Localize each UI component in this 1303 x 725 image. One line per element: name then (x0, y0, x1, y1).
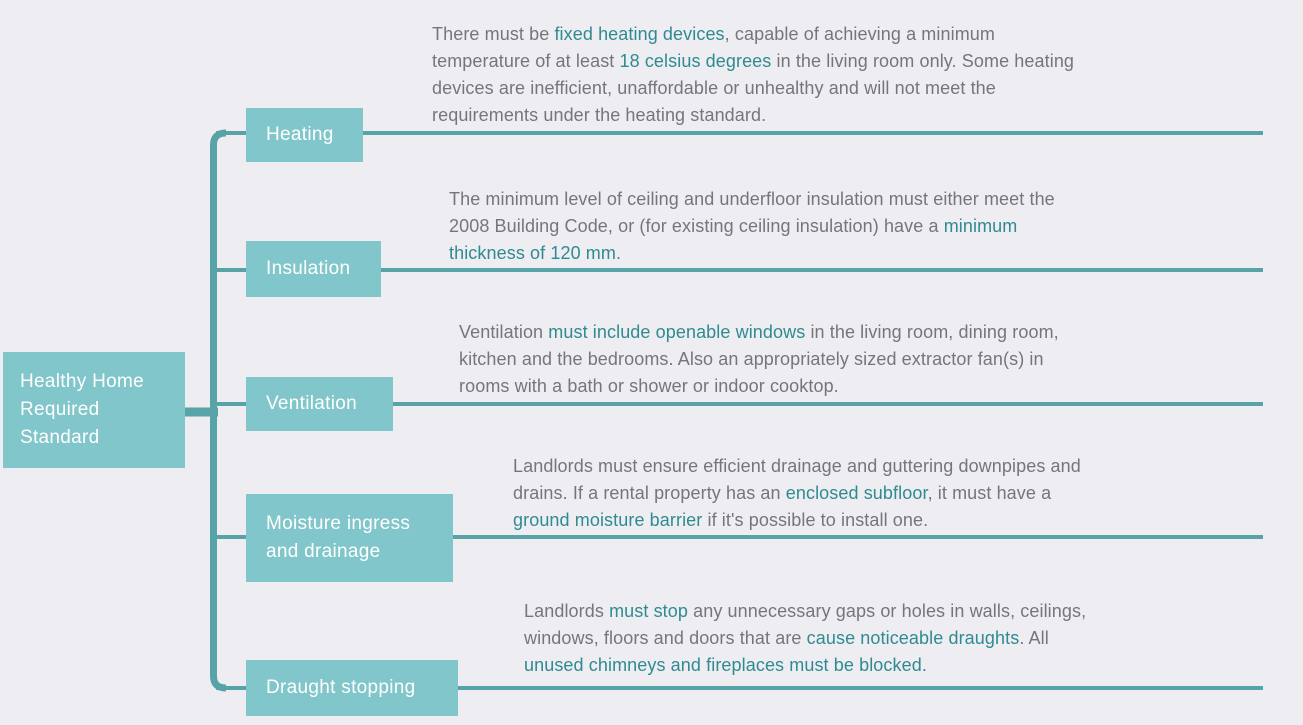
tree-trunk-line (214, 133, 227, 688)
description-line: devices are inefficient, unaffordable or unhealthy and will not meet the (432, 78, 996, 98)
branch-description-insulation (449, 186, 1055, 267)
description-line: 2008 Building Code, or (for existing ceiling insulation) have a minimum (449, 216, 1018, 236)
description-line: unused chimneys and fireplaces must be blocked. (524, 655, 927, 675)
description-line: rooms with a bath or shower or indoor cooktop. (459, 376, 839, 396)
description-line: requirements under the heating standard. (432, 105, 767, 125)
description-line: Landlords must stop any unnecessary gaps or holes in walls, ceilings, (524, 601, 1087, 621)
description-line: thickness of 120 mm. (449, 243, 622, 263)
branch-node-heating (246, 108, 363, 162)
branch-node-label: Moisture ingress and drainage (266, 513, 411, 562)
branch-node-label: Insulation (266, 258, 351, 279)
branch-node-insulation (246, 241, 381, 297)
description-line: drains. If a rental property has an enclosed subfloor, it must have a (513, 483, 1052, 503)
branch-node-label: Draught stopping (266, 677, 416, 698)
description-line: There must be fixed heating devices, capable of achieving a minimum (432, 24, 996, 44)
description-line: Ventilation must include openable windows in the living room, dining room, (459, 322, 1059, 342)
root-node-healthy-home-required-standard (3, 352, 185, 468)
branch-node-draught-stopping (246, 660, 458, 716)
branch-node-label: Ventilation (266, 393, 357, 414)
description-line: Landlords must ensure efficient drainage and guttering downpipes and (513, 456, 1081, 476)
branch-description-draught (524, 598, 1086, 679)
branch-node-label: Heating (266, 124, 334, 145)
branch-description-ventilation (459, 319, 1059, 400)
branch-node-moisture-ingress-and-drainage (246, 494, 453, 582)
description-line: temperature of at least 18 celsius degrees in the living room only. Some heating (432, 51, 1075, 71)
root-node-label: Healthy Home Required Standard (20, 371, 144, 448)
branch-node-ventilation (246, 377, 393, 431)
description-line: The minimum level of ceiling and underfloor insulation must either meet the (449, 189, 1055, 209)
description-line: kitchen and the bedrooms. Also an appropriately sized extractor fan(s) in (459, 349, 1044, 369)
description-line: windows, floors and doors that are cause noticeable draughts. All (524, 628, 1049, 648)
branch-description-heating (432, 21, 1074, 129)
branch-description-moisture (513, 453, 1081, 534)
description-line: ground moisture barrier if it's possible to install one. (513, 510, 929, 530)
